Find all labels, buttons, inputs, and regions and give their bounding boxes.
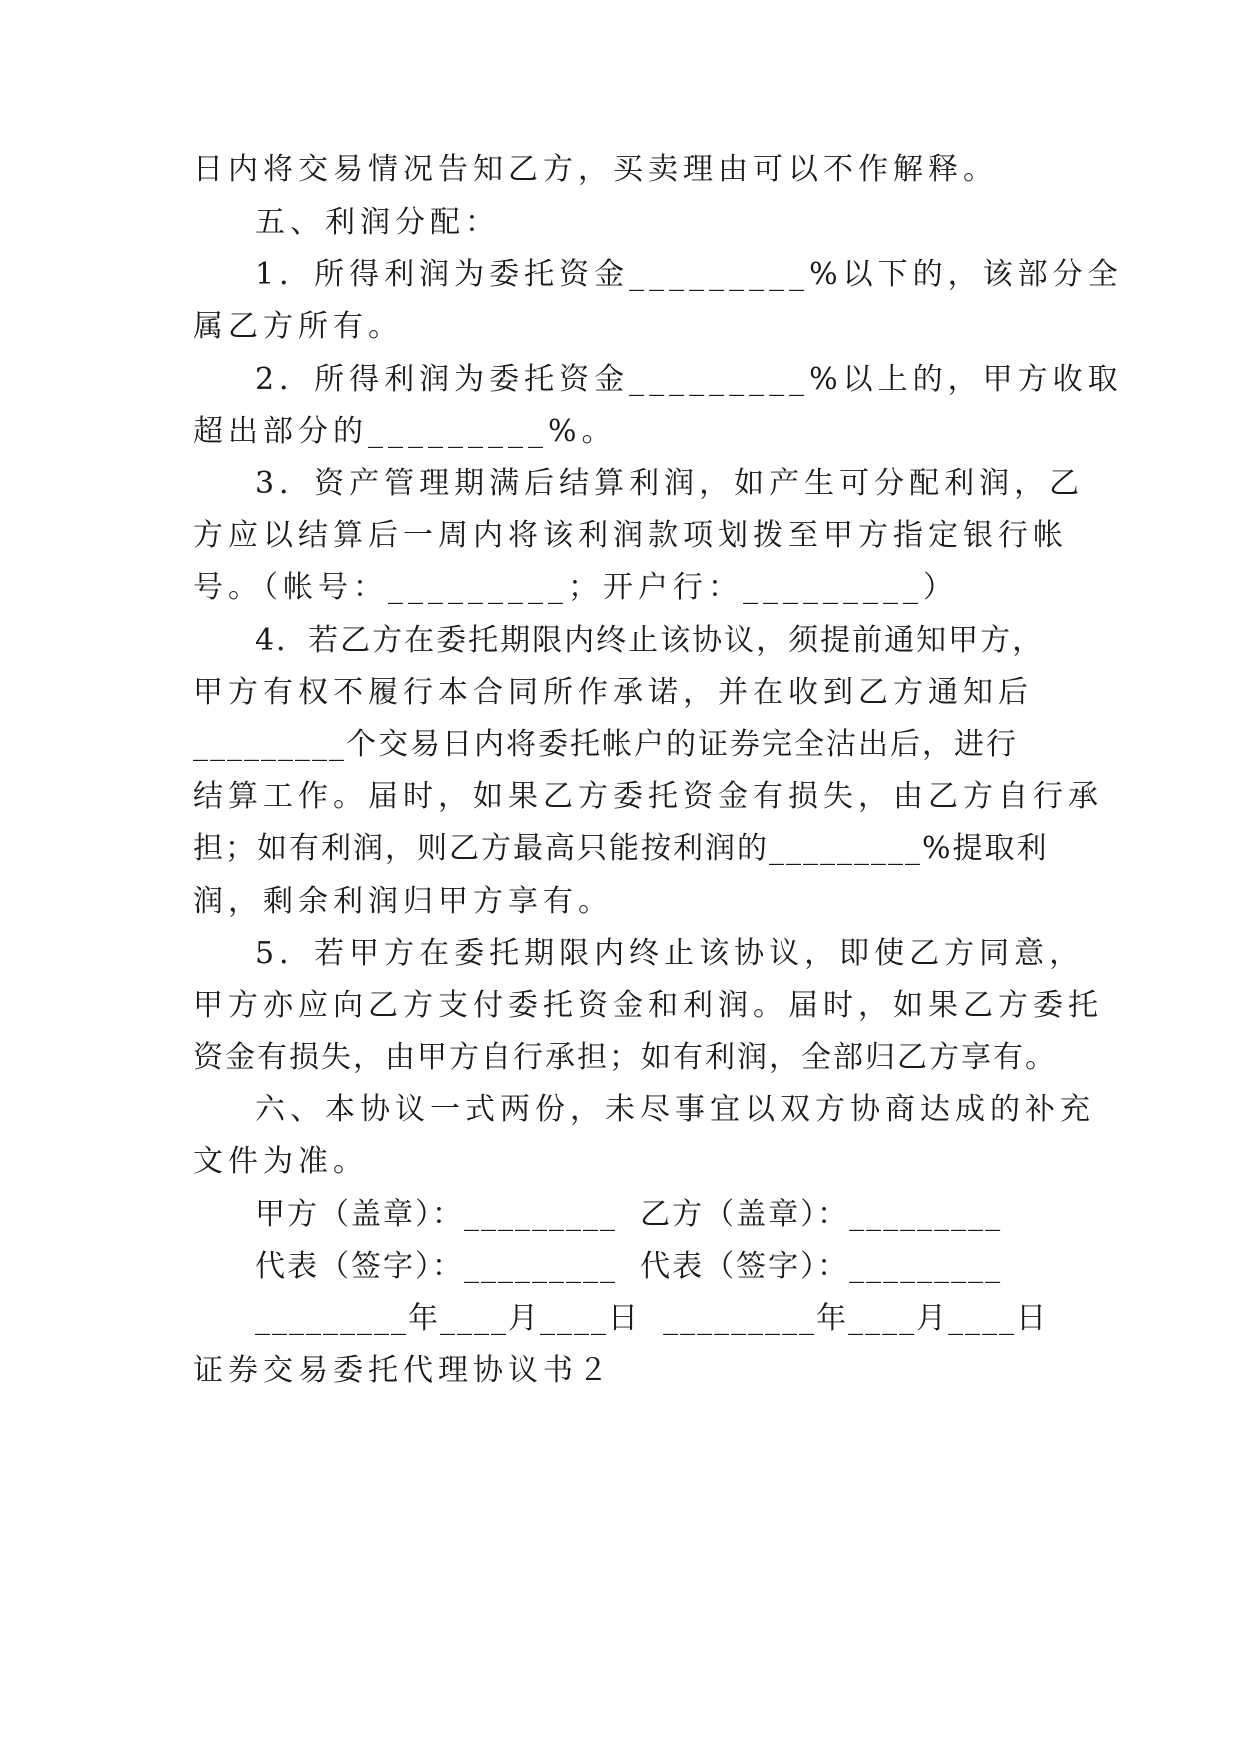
document-title-2: 证券交易委托代理协议书２	[193, 1353, 613, 1388]
clause-3-line: 号。（帐号：_________；开户行：_________）	[193, 570, 958, 605]
clause-2-line: 超出部分的_________%。	[193, 414, 617, 449]
clause-4-line: _________个交易日内将委托帐户的证券完全沽出后，进行	[193, 727, 1018, 762]
section-six-line: 六、本协议一式两份，未尽事宜以双方协商达成的补充	[255, 1092, 1095, 1127]
clause-4-line: 甲方有权不履行本合同所作承诺，并在收到乙方通知后	[193, 675, 1033, 710]
clause-4-line: 担；如有利润，则乙方最高只能按利润的_________%提取利	[193, 831, 1049, 866]
clause-3-line: 方应以结算后一周内将该利润款项划拨至甲方指定银行帐	[193, 518, 1068, 553]
paragraph-line: 日内将交易情况告知乙方，买卖理由可以不作解释。	[193, 152, 998, 187]
clause-4-line: 4．若乙方在委托期限内终止该协议，须提前通知甲方，	[255, 623, 1045, 658]
clause-4-line: 润，剩余利润归甲方享有。	[193, 884, 613, 919]
clause-1-line: 属乙方所有。	[193, 309, 403, 344]
section-heading-profit: 五、利润分配：	[255, 205, 500, 240]
clause-1-line: 1．所得利润为委托资金_________%以下的，该部分全	[255, 257, 1123, 292]
clause-2-line: 2．所得利润为委托资金_________%以上的，甲方收取	[255, 362, 1123, 397]
clause-5-line: 甲方亦应向乙方支付委托资金和利润。届时，如果乙方委托	[193, 988, 1103, 1023]
clause-4-line: 结算工作。届时，如果乙方委托资金有损失，由乙方自行承	[193, 779, 1103, 814]
section-six-line: 文件为准。	[193, 1144, 368, 1179]
clause-5-line: 5．若甲方在委托期限内终止该协议，即使乙方同意，	[255, 936, 1085, 971]
clause-5-line: 资金有损失，由甲方自行承担；如有利润，全部归乙方享有。	[193, 1040, 1057, 1075]
signature-seal-line: 甲方（盖章）：_________ 乙方（盖章）：_________	[255, 1197, 1003, 1232]
signature-date-line: _________年____月____日 _________年____月____日	[255, 1301, 1049, 1336]
clause-3-line: 3．资产管理期满后结算利润，如产生可分配利润，乙	[255, 466, 1085, 501]
signature-representative-line: 代表（签字）：_________ 代表（签字）：_________	[255, 1249, 1003, 1284]
